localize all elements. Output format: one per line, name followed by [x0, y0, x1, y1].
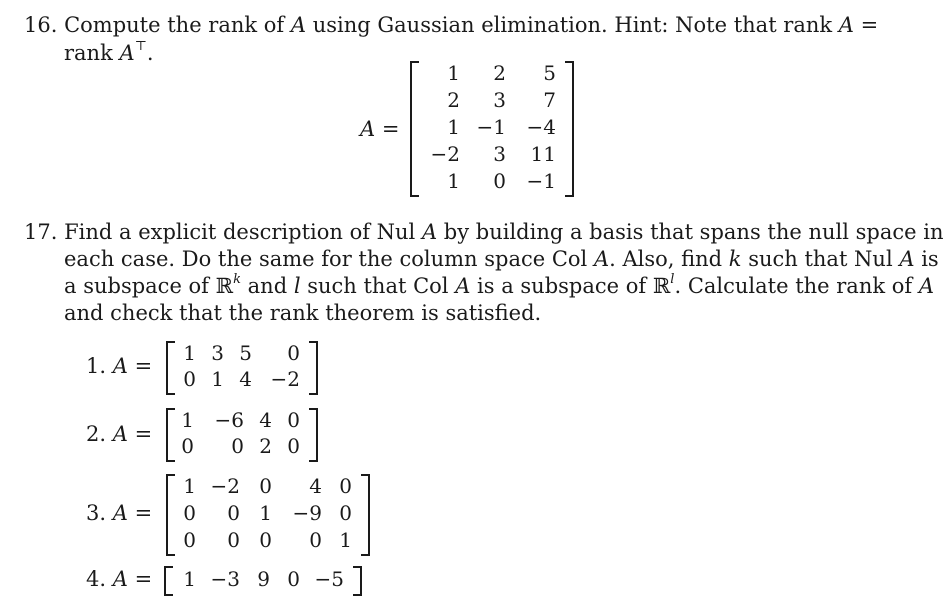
matrix-cell: 1 [183, 567, 196, 591]
problem-16-number: 16. [24, 13, 58, 37]
item-1-matrix [166, 339, 318, 395]
problem-17-line-3: a subspace of ℝ$^k$ and l such that Col A is a subspace of ℝ$^l$. Calculate the rank of A [64, 272, 935, 298]
matrix-cell: 0 [287, 567, 300, 591]
matrix-cell: 0 [287, 341, 300, 365]
matrix-cell: −2 [210, 474, 240, 498]
item-3-label: 3. A = [86, 501, 153, 525]
matrix-cell: 0 [309, 528, 322, 552]
matrix-cell: 1 [447, 169, 460, 193]
matrix-cell: 0 [183, 501, 196, 525]
matrix-cell: 3 [493, 142, 506, 166]
right-bracket [309, 341, 318, 395]
item-4-label: 4. A = [86, 567, 153, 591]
left-bracket [164, 566, 173, 596]
matrix-cell: 5 [543, 61, 556, 85]
matrix-cell: 2 [259, 434, 272, 458]
matrix-cell: 0 [227, 501, 240, 525]
problem-16-matrix-lhs: A = [360, 117, 400, 141]
matrix-cell: 1 [181, 408, 194, 432]
matrix-cell: −5 [314, 567, 344, 591]
matrix-cell: 1 [183, 341, 196, 365]
matrix-cell: −1 [476, 115, 506, 139]
matrix-cell: 0 [287, 408, 300, 432]
problem-17-line-2: each case. Do the same for the column space Col A. Also, find k such that Nul A is [64, 247, 939, 271]
left-bracket [166, 474, 175, 556]
matrix-cell: 0 [287, 434, 300, 458]
matrix-cell: −3 [210, 567, 240, 591]
matrix-cell: 4 [309, 474, 322, 498]
item-3-matrix [166, 472, 370, 556]
right-bracket [361, 474, 370, 556]
matrix-cell: 2 [493, 61, 506, 85]
matrix-cell: 4 [259, 408, 272, 432]
right-bracket [565, 61, 574, 197]
matrix-cell: 9 [257, 567, 270, 591]
matrix-cell: −4 [526, 115, 556, 139]
item-2-matrix [166, 406, 318, 462]
matrix-cell: 0 [259, 474, 272, 498]
matrix-cell: 11 [530, 142, 556, 166]
problem-17-line-4: and check that the rank theorem is satisfied. [64, 301, 542, 325]
matrix-cell: 0 [339, 501, 352, 525]
matrix-cell: −9 [292, 501, 322, 525]
item-4-matrix [164, 564, 362, 596]
matrix-cell: −1 [526, 169, 556, 193]
problem-16-line-2: rank A⊤. [64, 39, 154, 65]
matrix-cell: 5 [239, 341, 252, 365]
matrix-cell: 0 [259, 528, 272, 552]
matrix-cell: 3 [493, 88, 506, 112]
right-bracket [309, 408, 318, 462]
left-bracket [166, 408, 175, 462]
matrix-cell: 0 [493, 169, 506, 193]
matrix-cell: 0 [183, 367, 196, 391]
matrix-cell: 0 [339, 474, 352, 498]
matrix-cell: −2 [430, 142, 460, 166]
right-bracket [353, 566, 362, 596]
problem-16-line-1: 16. Compute the rank of A using Gaussian elimination. Hint: Note that rank A = [24, 13, 879, 37]
matrix-cell: 1 [211, 367, 224, 391]
matrix-cell: 1 [183, 474, 196, 498]
matrix-cell: 1 [259, 501, 272, 525]
matrix-cell: 0 [227, 528, 240, 552]
matrix-cell: −6 [214, 408, 244, 432]
item-2-label: 2. A = [86, 422, 153, 446]
problem-17-number: 17. [24, 220, 58, 244]
left-bracket [166, 341, 175, 395]
matrix-cell: 0 [231, 434, 244, 458]
problem-17-line-1: 17. Find a explicit description of Nul A by building a basis that spans the null space in [24, 220, 943, 244]
matrix-cell: −2 [270, 367, 300, 391]
problem-16-matrix [410, 58, 574, 198]
item-1-label: 1. A = [86, 354, 153, 378]
matrix-cell: 0 [183, 528, 196, 552]
matrix-cell: 1 [339, 528, 352, 552]
left-bracket [410, 61, 419, 197]
matrix-cell: 3 [211, 341, 224, 365]
matrix-cell: 4 [239, 367, 252, 391]
matrix-cell: 7 [543, 88, 556, 112]
matrix-cell: 1 [447, 61, 460, 85]
matrix-cell: 0 [181, 434, 194, 458]
matrix-cell: 1 [447, 115, 460, 139]
matrix-cell: 2 [447, 88, 460, 112]
